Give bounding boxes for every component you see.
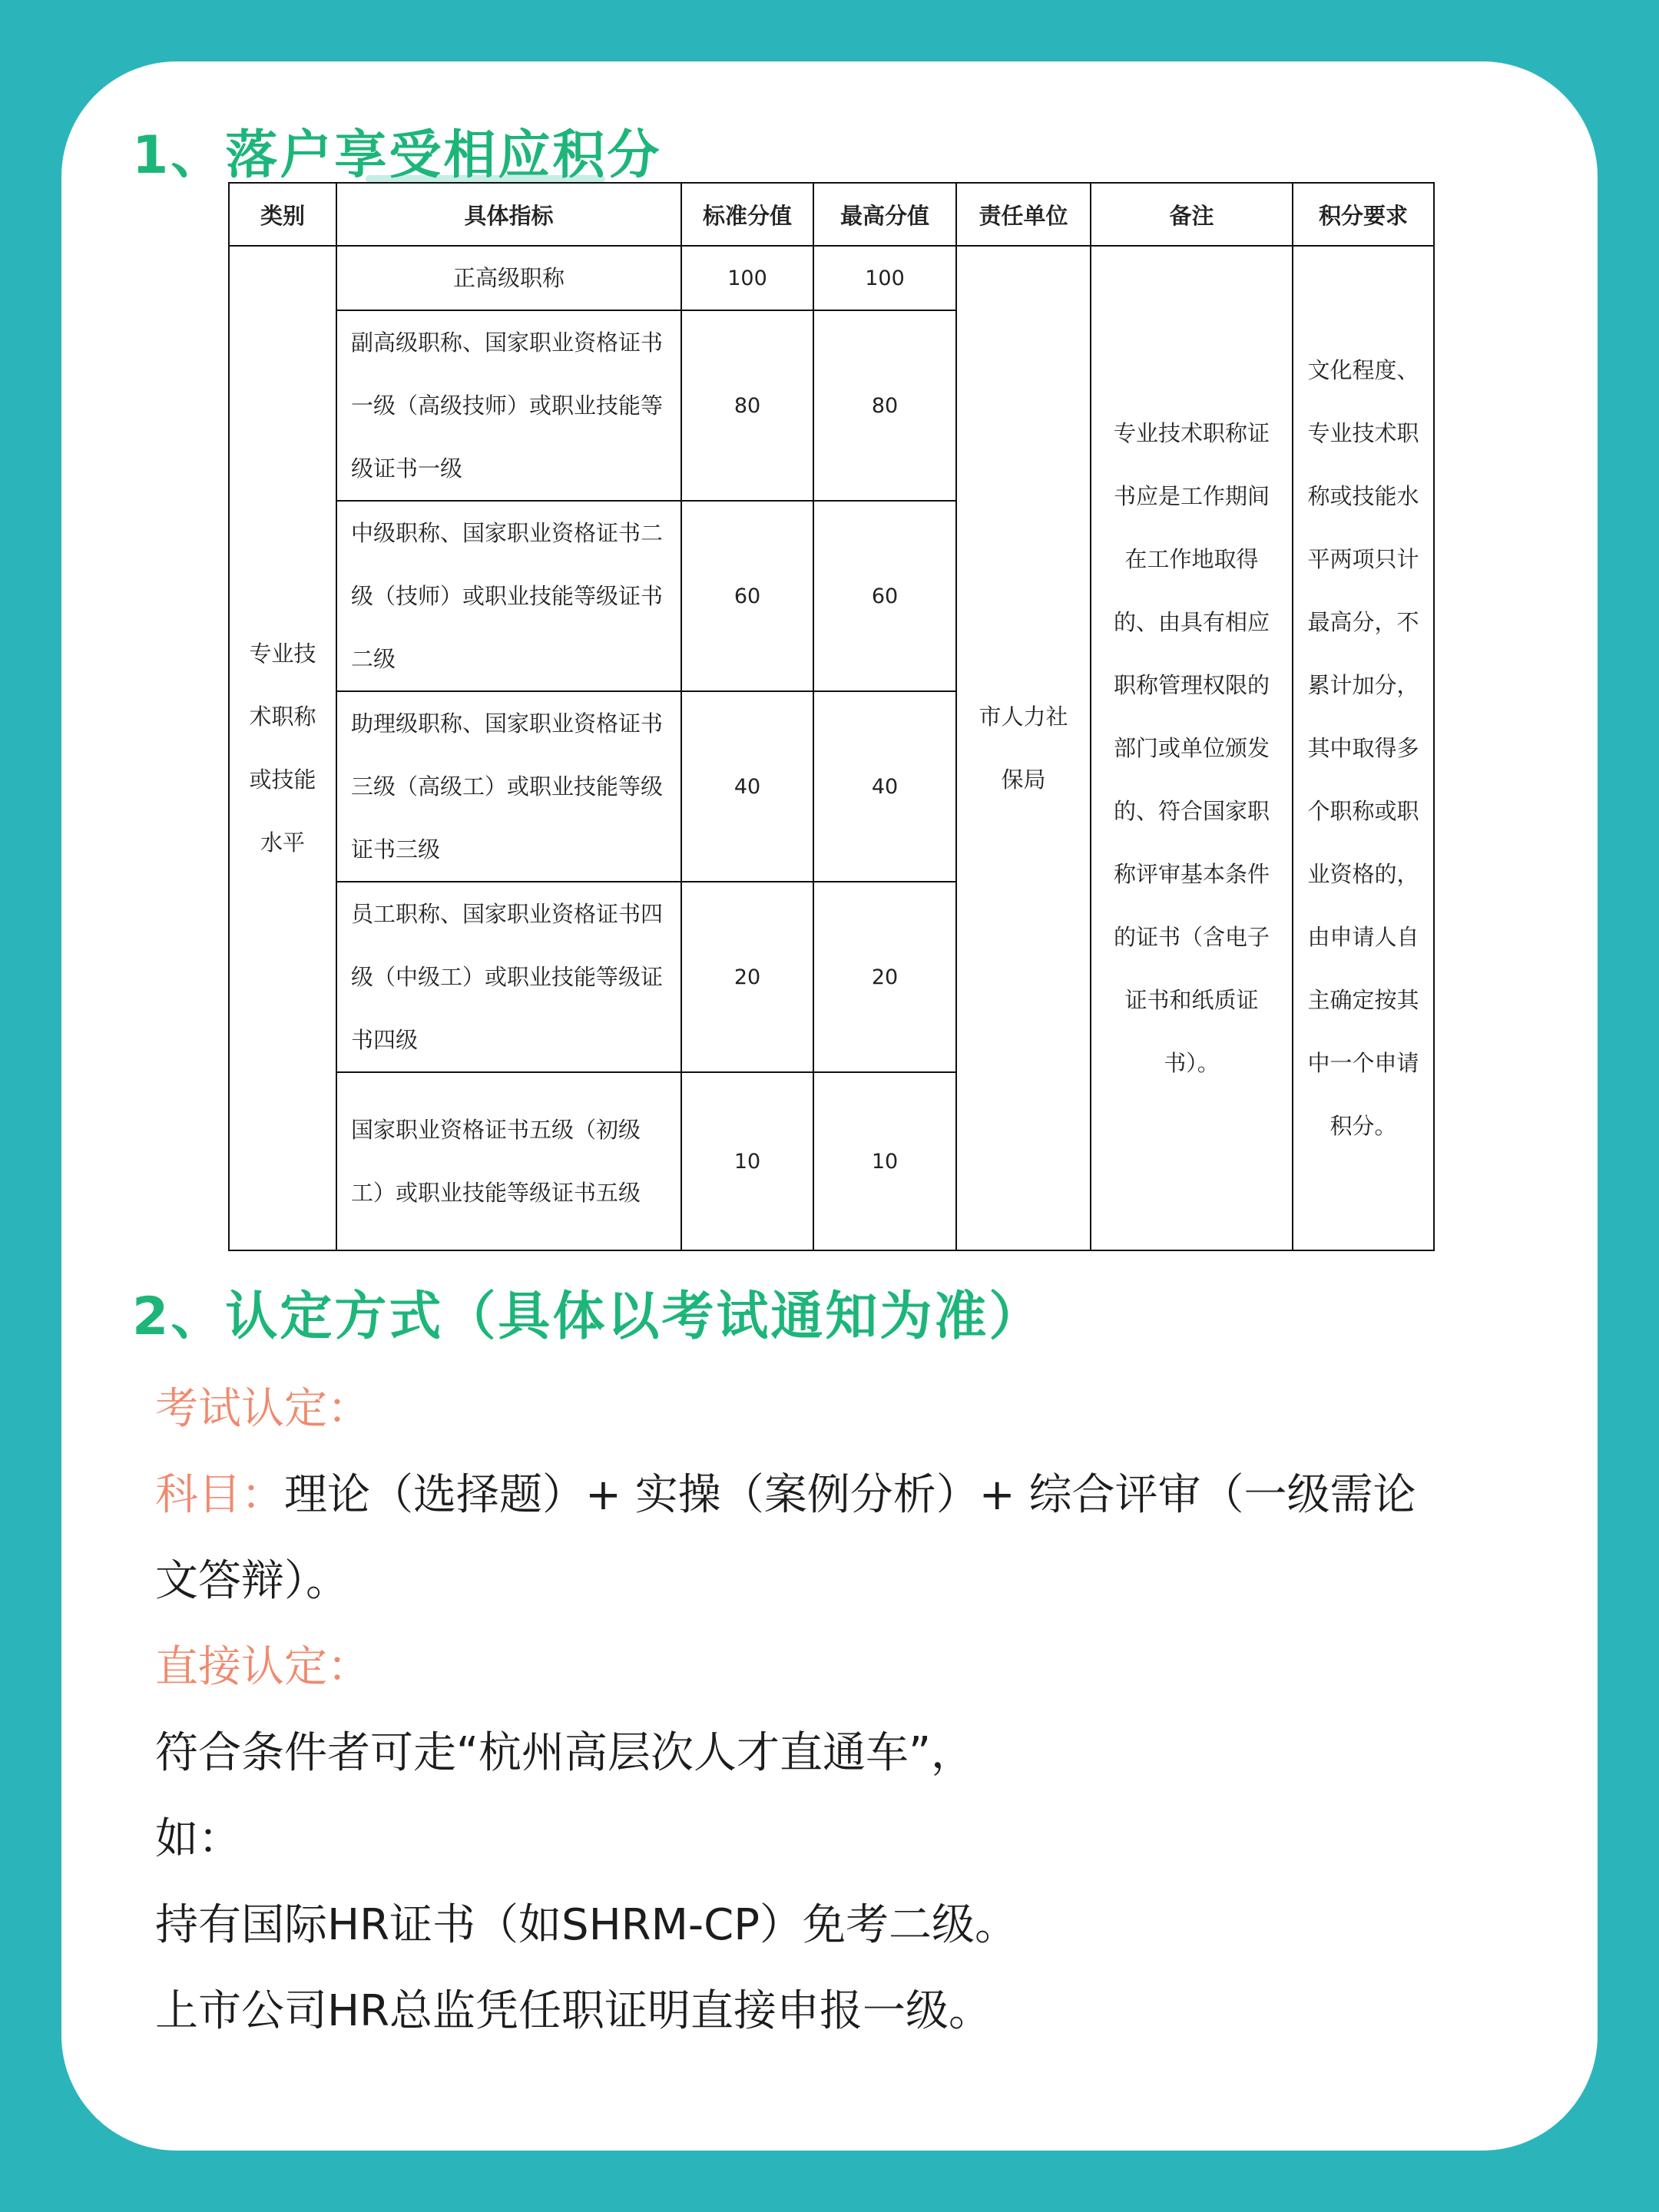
subject-line-1 (155, 1461, 1416, 1522)
subject-text: 理论（选择题）+ 实操（案例分析）+ 综合评审（一级需论 (284, 1470, 1416, 1520)
subject-label: 科目： (155, 1470, 284, 1520)
requirement-text: 文化程度、专业技术职称或技能水平两项只计最高分，不累计加分，其中取得多个职称或职业资格的，由申请人自主确定按其中一个申请积分。 (1307, 357, 1419, 1139)
indicator-cell: 中级职称、国家职业资格证书二级（技师）或职业技能等级证书二级 (336, 501, 681, 691)
points-table (228, 182, 1435, 1251)
direct-line-1: 符合条件者可走“杭州高层次人才直通车”， (155, 1728, 975, 1778)
direct-label: 直接认定： (155, 1642, 370, 1692)
header-responsible-unit: 责任单位 (956, 183, 1091, 246)
section-title-2: 2、认定方式（具体以考试通知为准） (132, 1286, 1044, 1347)
header-category: 类别 (229, 183, 336, 246)
standard-score-cell: 40 (681, 691, 813, 882)
max-score-cell: 20 (813, 882, 956, 1072)
indicator-cell: 助理级职称、国家职业资格证书三级（高级工）或职业技能等级证书三级 (336, 691, 681, 882)
exam-label: 考试认定： (155, 1384, 370, 1434)
direct-line-4: 上市公司HR总监凭任职证明直接申报一级。 (155, 1986, 992, 2036)
standard-score-cell: 100 (681, 246, 813, 310)
max-score-cell: 60 (813, 501, 956, 691)
header-requirement: 积分要求 (1293, 183, 1434, 246)
requirement-cell (1293, 246, 1434, 1250)
table-row (229, 246, 1434, 310)
category-text: 专业技术职称或技能水平 (249, 641, 316, 856)
indicator-cell: 正高级职称 (336, 246, 681, 310)
header-max-score: 最高分值 (813, 183, 956, 246)
direct-line-3: 持有国际HR证书（如SHRM-CP）免考二级。 (155, 1900, 1018, 1950)
responsible-unit-text: 市人力社保局 (979, 704, 1068, 793)
standard-score-cell: 10 (681, 1072, 813, 1250)
table-header-row (229, 183, 1434, 246)
responsible-unit-cell (956, 246, 1091, 1250)
direct-line-2: 如： (155, 1814, 241, 1864)
standard-score-cell: 20 (681, 882, 813, 1072)
max-score-cell: 10 (813, 1072, 956, 1250)
header-standard-score: 标准分值 (681, 183, 813, 246)
indicator-cell: 国家职业资格证书五级（初级工）或职业技能等级证书五级 (336, 1072, 681, 1250)
section-title-1: 1、落户享受相应积分 (132, 125, 662, 186)
max-score-cell: 100 (813, 246, 956, 310)
category-cell (229, 246, 336, 1250)
header-indicator: 具体指标 (336, 183, 681, 246)
standard-score-cell: 60 (681, 501, 813, 691)
subject-line-2: 文答辩）。 (155, 1556, 349, 1606)
remark-cell (1091, 246, 1293, 1250)
standard-score-cell: 80 (681, 310, 813, 501)
max-score-cell: 40 (813, 691, 956, 882)
indicator-cell: 副高级职称、国家职业资格证书一级（高级技师）或职业技能等级证书一级 (336, 310, 681, 501)
max-score-cell: 80 (813, 310, 956, 501)
header-remark: 备注 (1091, 183, 1293, 246)
remark-text: 专业技术职称证书应是工作期间在工作地取得的、由具有相应职称管理权限的部门或单位颁发的、符合国家职称评审基本条件的证书（含电子证书和纸质证书）。 (1113, 420, 1270, 1076)
indicator-cell: 员工职称、国家职业资格证书四级（中级工）或职业技能等级证书四级 (336, 882, 681, 1072)
